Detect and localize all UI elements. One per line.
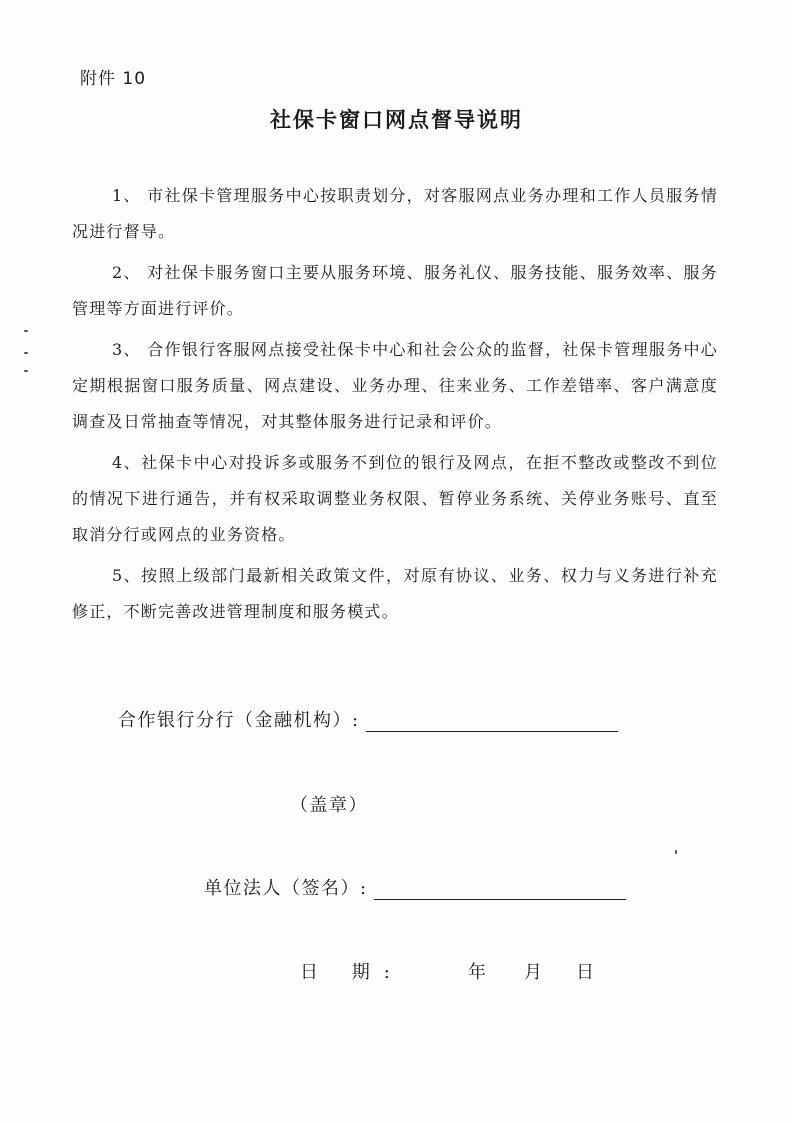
bank-label: 合作银行分行（金融机构）: — [118, 710, 360, 731]
seal-field — [290, 791, 368, 817]
bank-blank-line — [366, 711, 618, 732]
legal-rep-blank-line — [374, 879, 626, 900]
legal-rep-label: 单位法人（签名）: — [204, 878, 368, 899]
document-title: 社保卡窗口网点督导说明 — [270, 107, 523, 132]
paragraph-3: 3、 合作银行客服网点接受社保卡中心和社会公众的监督，社保卡管理服务中心定期根据窗口服务质量、网点建设、业务办理、往来业务、工作差错率、客户满意度调查及日常抽查等情况，对其整体服务进行记录和评价。 — [72, 340, 718, 431]
paragraph-4: 4、社保卡中心对投诉多或服务不到位的银行及网点，在拒不整改或整改不到位的情况下进行通告，并有权采取调整业务权限、暂停业务系统、关停业务账号、直至取消分行或网点的业务资格。 — [72, 453, 718, 544]
attachment-label: 附件 10 — [80, 69, 147, 89]
day-label: 日 — [576, 962, 596, 983]
scan-speck — [675, 850, 677, 854]
date-field — [300, 958, 620, 984]
body-paragraphs — [72, 178, 718, 635]
bank-field — [118, 706, 618, 732]
seal-label: （盖章） — [290, 795, 368, 816]
scan-speck — [24, 330, 28, 332]
scan-speck — [24, 370, 28, 372]
month-label: 月 — [524, 962, 544, 983]
paragraph-5: 5、按照上级部门最新相关政策文件，对原有协议、业务、权力与义务进行补充修正，不断完善改进管理制度和服务模式。 — [72, 566, 718, 621]
date-label: 日 期: — [300, 962, 404, 983]
scan-speck — [24, 352, 28, 354]
paragraph-2: 2、 对社保卡服务窗口主要从服务环境、服务礼仪、服务技能、服务效率、服务管理等方面进行评价。 — [72, 263, 718, 318]
paragraph-1: 1、 市社保卡管理服务中心按职责划分，对客服网点业务办理和工作人员服务情况进行督导。 — [72, 186, 718, 241]
year-label: 年 — [468, 962, 488, 983]
legal-rep-field — [204, 874, 626, 900]
